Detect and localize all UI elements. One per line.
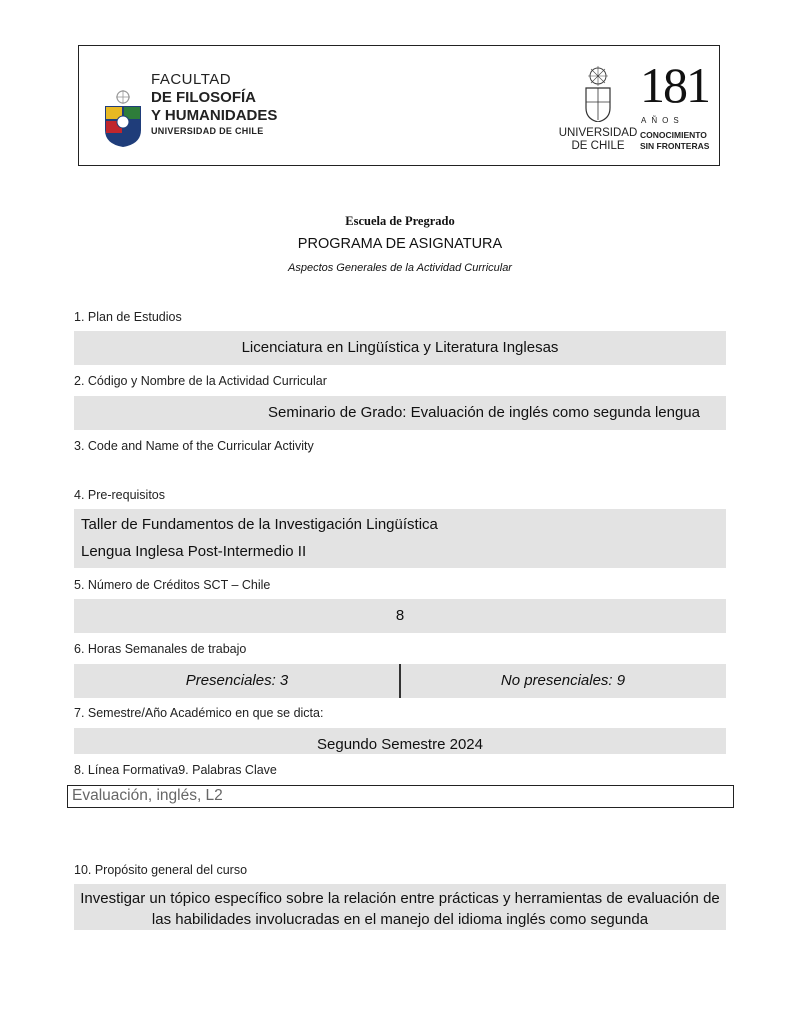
- university-logo-text: [558, 127, 638, 152]
- hours-presencial: Presenciales: 3: [185, 672, 289, 689]
- anniversary-tag-2: SIN FRONTERAS: [640, 140, 710, 151]
- line-keywords-label: 8. Línea Formativa9. Palabras Clave: [74, 763, 277, 777]
- hours-divider: [399, 664, 401, 698]
- prereq-field: [74, 509, 726, 568]
- code-field: Seminario de Grado: Evaluación de inglés como segunda lengua: [74, 396, 726, 430]
- purpose-field: Investigar un tópico específico sobre la relación entre prácticas y herramientas de evaluación de las habilidades involucradas en el manejo del idioma inglés como segunda: [74, 884, 726, 930]
- faculty-crest-icon: [103, 90, 143, 148]
- anniversary-number: 181: [640, 57, 709, 113]
- semester-value: Segundo Semestre 2024: [317, 736, 483, 753]
- prereq-item: Taller de Fundamentos de la Investigación Lingüística: [81, 516, 438, 533]
- hours-label: 6. Horas Semanales de trabajo: [74, 642, 247, 656]
- anniversary-word: AÑOS: [641, 116, 684, 125]
- university-line-1: UNIVERSIDAD: [558, 127, 638, 139]
- program-subtitle: Aspectos Generales de la Actividad Curricular: [288, 262, 512, 274]
- credits-field: 8: [74, 599, 726, 633]
- school-name: Escuela de Pregrado: [345, 214, 455, 228]
- university-crest-icon: [583, 66, 613, 122]
- keywords-field: Evaluación, inglés, L2: [67, 785, 734, 808]
- faculty-line-1: FACULTAD: [151, 71, 232, 88]
- anniversary-tag-1: CONOCIMIENTO: [640, 130, 707, 140]
- purpose-label: 10. Propósito general del curso: [74, 863, 248, 877]
- faculty-line-3: Y HUMANIDADES: [151, 107, 278, 124]
- prereq-label: 4. Pre-requisitos: [74, 488, 166, 502]
- faculty-line-2: DE FILOSOFÍA: [151, 89, 256, 106]
- semester-label: 7. Semestre/Año Académico en que se dicta:: [74, 706, 324, 720]
- code-en-label: 3. Code and Name of the Curricular Activity: [74, 439, 314, 453]
- plan-label: 1. Plan de Estudios: [74, 310, 182, 324]
- university-line-2: DE CHILE: [571, 139, 625, 152]
- anniversary-tagline: [640, 130, 709, 151]
- code-label: 2. Código y Nombre de la Actividad Curricular: [74, 374, 327, 388]
- plan-field: Licenciatura en Lingüística y Literatura Inglesas: [74, 331, 726, 365]
- program-title: PROGRAMA DE ASIGNATURA: [297, 236, 503, 252]
- prereq-item: Lengua Inglesa Post-Intermedio II: [81, 543, 307, 560]
- credits-label: 5. Número de Créditos SCT – Chile: [74, 578, 271, 592]
- hours-no-presencial: No presenciales: 9: [500, 672, 626, 689]
- faculty-line-4: UNIVERSIDAD DE CHILE: [151, 126, 264, 136]
- semester-field: [74, 728, 726, 754]
- faculty-logo-text: [151, 72, 277, 136]
